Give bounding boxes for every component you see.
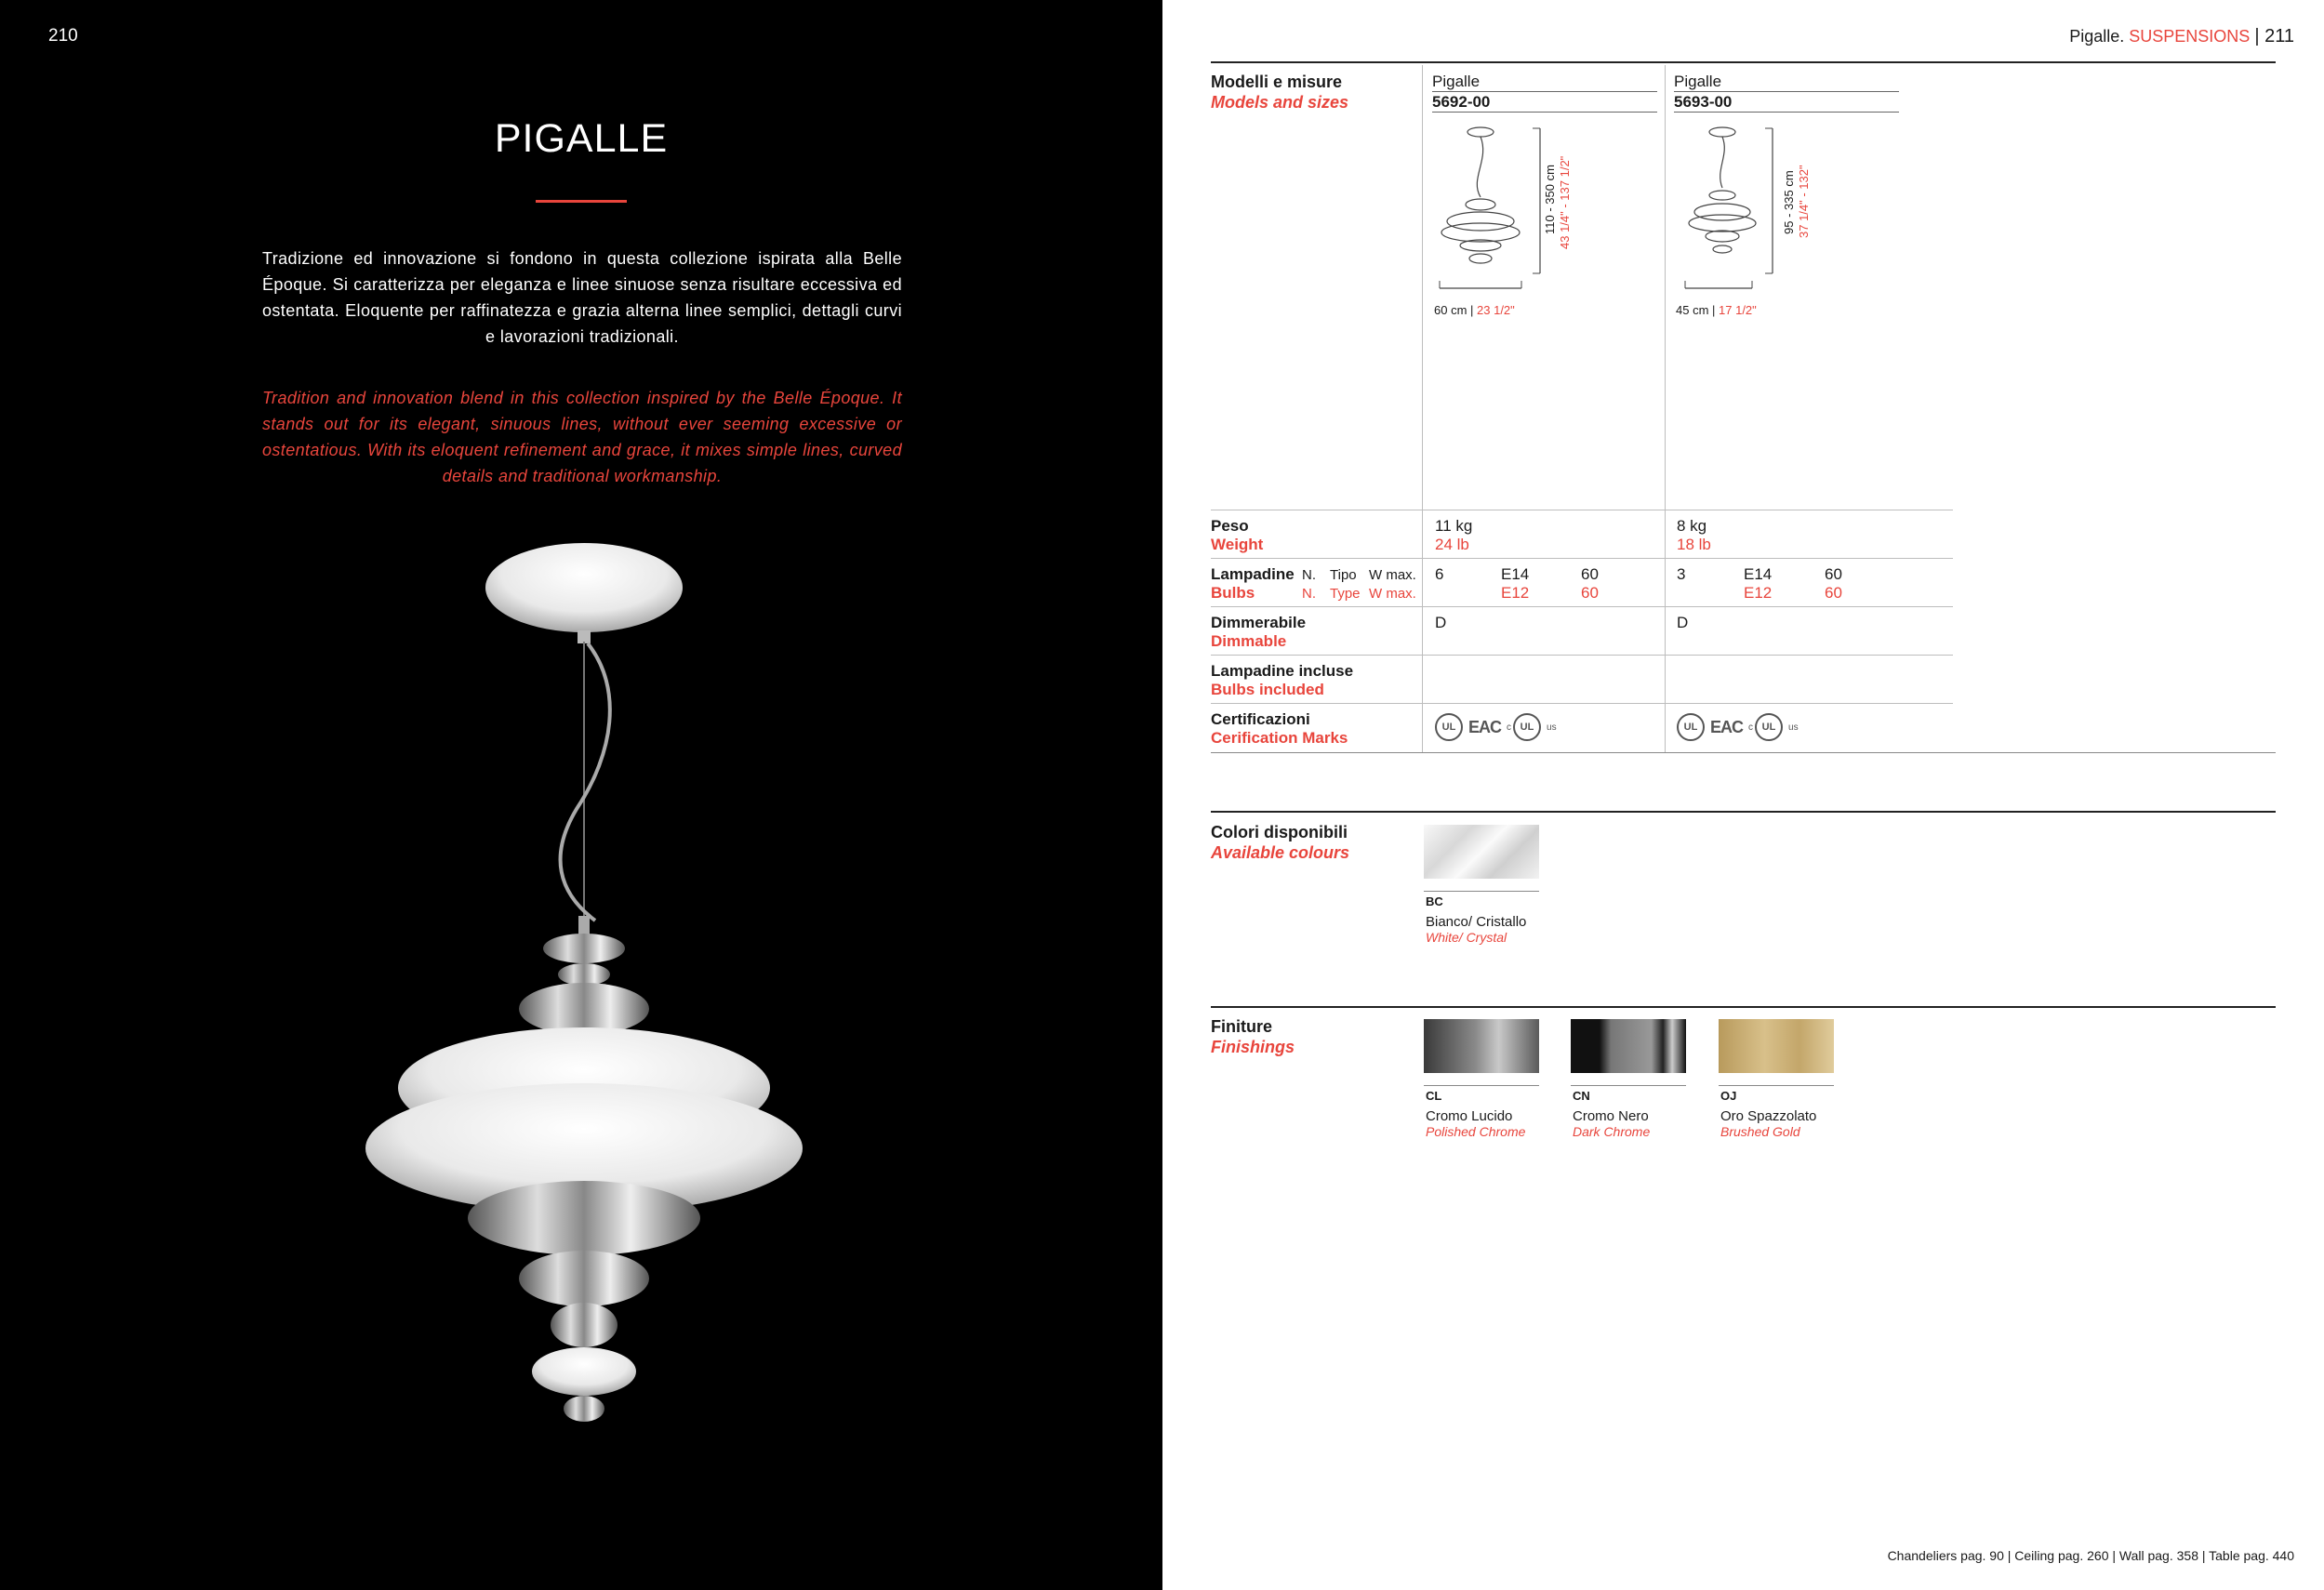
model-1-code: 5692-00 xyxy=(1432,93,1491,111)
model-2-height-in: 37 1/4" - 132" xyxy=(1797,165,1811,238)
weight-2-lb: 18 lb xyxy=(1677,536,1711,553)
cert-label-en: Cerification Marks xyxy=(1211,729,1348,747)
swatch-oro-spazzolato xyxy=(1719,1019,1834,1073)
model-1-height-in: 43 1/4" - 137 1/2" xyxy=(1558,155,1572,249)
swatch-cl-rule xyxy=(1424,1085,1539,1086)
model-2-rule-bottom xyxy=(1674,112,1899,113)
swatch-cn-rule xyxy=(1571,1085,1686,1086)
bulbs-sub-type-en: Type xyxy=(1330,586,1361,602)
weight-1-lb: 24 lb xyxy=(1435,536,1469,553)
colour-bc-code: BC xyxy=(1426,894,1443,908)
spec-rule-3 xyxy=(1211,606,1953,607)
page-number-right: 211 xyxy=(2264,26,2294,46)
bulbs-2-n: 3 xyxy=(1677,565,1686,583)
bulbs-1-w: 60 xyxy=(1581,565,1599,583)
bulbs-sub-n-it: N. xyxy=(1302,567,1316,583)
finishings-label-it: Finiture xyxy=(1211,1017,1272,1036)
model-2-height: 95 - 335 cm xyxy=(1782,170,1796,234)
finish-cl-name-it: Cromo Lucido xyxy=(1426,1108,1513,1124)
bulbs-included-label-it: Lampadine incluse xyxy=(1211,662,1354,680)
finish-cl-code: CL xyxy=(1426,1089,1442,1103)
running-header: Pigalle. SUSPENSIONS | 211 xyxy=(2069,26,2294,46)
column-divider-2 xyxy=(1665,65,1666,753)
weight-2-kg: 8 kg xyxy=(1677,517,1707,535)
cert-marks-1: UL EAC c UL us xyxy=(1435,713,1557,741)
bulbs-sub-type-it: Tipo xyxy=(1330,567,1357,583)
description-italian: Tradizione ed innovazione si fondono in questa collezione ispirata alla Belle Époque. Si caratterizza per eleganza e linee sinuose senza risultare eccessiva ed ostentata. Eloquente per raffinatezza e grazia alterna linee semplici, dettagli curvi e lavorazioni tradizionali. xyxy=(262,249,902,346)
bulbs-sub-n-en: N. xyxy=(1302,586,1316,602)
bulbs-1-n: 6 xyxy=(1435,565,1444,583)
swatch-bc-rule xyxy=(1424,891,1539,892)
spec-rule-6 xyxy=(1211,752,2276,753)
swatch-oj-rule xyxy=(1719,1085,1834,1086)
eac-mark-icon: EAC xyxy=(1710,717,1744,736)
models-label-it: Modelli e misure xyxy=(1211,73,1343,91)
model-2-rule-top xyxy=(1674,91,1899,92)
cert-marks-2: UL EAC c UL us xyxy=(1677,713,1799,741)
page-number-left: 210 xyxy=(48,26,78,46)
pigalle-lamp-photo xyxy=(316,530,856,1488)
bulbs-sub-w-it: W max. xyxy=(1369,567,1416,583)
bulbs-label-en: Bulbs xyxy=(1211,584,1255,602)
title-underline xyxy=(536,200,627,203)
bulbs-1-type-us: E12 xyxy=(1501,584,1530,602)
finishings-rule xyxy=(1211,1006,2276,1008)
description-english: Tradition and innovation blend in this collection inspired by the Belle Époque. It stands out for its elegant, sinuous lines, without ever seeming excessive or ostentatious. With its eloquent refinement and grace, it mixes simple lines, curved details and traditional workmanship. xyxy=(262,389,902,485)
dimmable-2: D xyxy=(1677,614,1689,631)
bulbs-sub-w-en: W max. xyxy=(1369,586,1416,602)
page-title: PIGALLE xyxy=(494,116,669,161)
model-1-rule-top xyxy=(1432,91,1657,92)
model-1-height: 110 - 350 cm xyxy=(1543,165,1557,234)
model-2-name: Pigalle xyxy=(1674,73,1722,90)
spec-rule-2 xyxy=(1211,558,1953,559)
ul-mark-icon: UL xyxy=(1677,713,1705,741)
column-divider-1 xyxy=(1422,65,1423,753)
finish-oj-code: OJ xyxy=(1720,1089,1737,1103)
bulbs-2-w: 60 xyxy=(1825,565,1842,583)
colours-label-it: Colori disponibili xyxy=(1211,823,1348,841)
dimmable-label-it: Dimmerabile xyxy=(1211,614,1307,631)
model-1-rule-bottom xyxy=(1432,112,1657,113)
bulbs-included-label-en: Bulbs included xyxy=(1211,681,1324,698)
weight-1-kg: 11 kg xyxy=(1435,517,1473,535)
model-1-name: Pigalle xyxy=(1432,73,1481,90)
right-page xyxy=(1162,0,2324,1590)
cul-mark-icon: UL xyxy=(1513,713,1541,741)
eac-mark-icon: EAC xyxy=(1468,717,1502,736)
header-category: SUSPENSIONS xyxy=(2129,27,2251,46)
finish-cn-name-it: Cromo Nero xyxy=(1573,1108,1649,1124)
bulbs-2-w-us: 60 xyxy=(1825,584,1842,602)
model-2-code: 5693-00 xyxy=(1674,93,1733,111)
bulbs-2-type: E14 xyxy=(1744,565,1773,583)
ul-mark-icon: UL xyxy=(1435,713,1463,741)
spec-rule-5 xyxy=(1211,703,1953,704)
model-2-width: 45 cm | 17 1/2" xyxy=(1676,303,1757,317)
top-rule xyxy=(1211,61,2276,63)
finish-oj-name-it: Oro Spazzolato xyxy=(1720,1108,1817,1124)
weight-label-it: Peso xyxy=(1211,517,1249,535)
colour-bc-name-it: Bianco/ Cristallo xyxy=(1426,914,1527,930)
colours-label-en: Available colours xyxy=(1211,843,1350,862)
swatch-cromo-lucido xyxy=(1424,1019,1539,1073)
swatch-bianco-cristallo xyxy=(1424,825,1539,879)
dimmable-label-en: Dimmable xyxy=(1211,632,1287,650)
finishings-label-en: Finishings xyxy=(1211,1038,1295,1056)
swatch-cromo-nero xyxy=(1571,1019,1686,1073)
spec-rule-4 xyxy=(1211,655,1953,656)
header-collection: Pigalle. xyxy=(2069,27,2125,46)
bulbs-label-it: Lampadine xyxy=(1211,565,1295,583)
colours-rule xyxy=(1211,811,2276,813)
bulbs-1-type: E14 xyxy=(1501,565,1530,583)
bulbs-1-w-us: 60 xyxy=(1581,584,1599,602)
cul-mark-icon: UL xyxy=(1755,713,1783,741)
finish-cl-name-en: Polished Chrome xyxy=(1426,1124,1526,1139)
bulbs-2-type-us: E12 xyxy=(1744,584,1773,602)
finish-cn-name-en: Dark Chrome xyxy=(1573,1124,1651,1139)
cert-label-it: Certificazioni xyxy=(1211,710,1310,728)
footer-page-references: Chandeliers pag. 90 | Ceiling pag. 260 | Wall pag. 358 | Table pag. 440 xyxy=(1887,1548,2294,1563)
models-label-en: Models and sizes xyxy=(1211,93,1349,112)
finish-oj-name-en: Brushed Gold xyxy=(1720,1124,1800,1139)
finish-cn-code: CN xyxy=(1573,1089,1590,1103)
weight-label-en: Weight xyxy=(1211,536,1264,553)
colour-bc-name-en: White/ Crystal xyxy=(1426,930,1507,945)
dimmable-1: D xyxy=(1435,614,1447,631)
model-1-width: 60 cm | 23 1/2" xyxy=(1434,303,1515,317)
